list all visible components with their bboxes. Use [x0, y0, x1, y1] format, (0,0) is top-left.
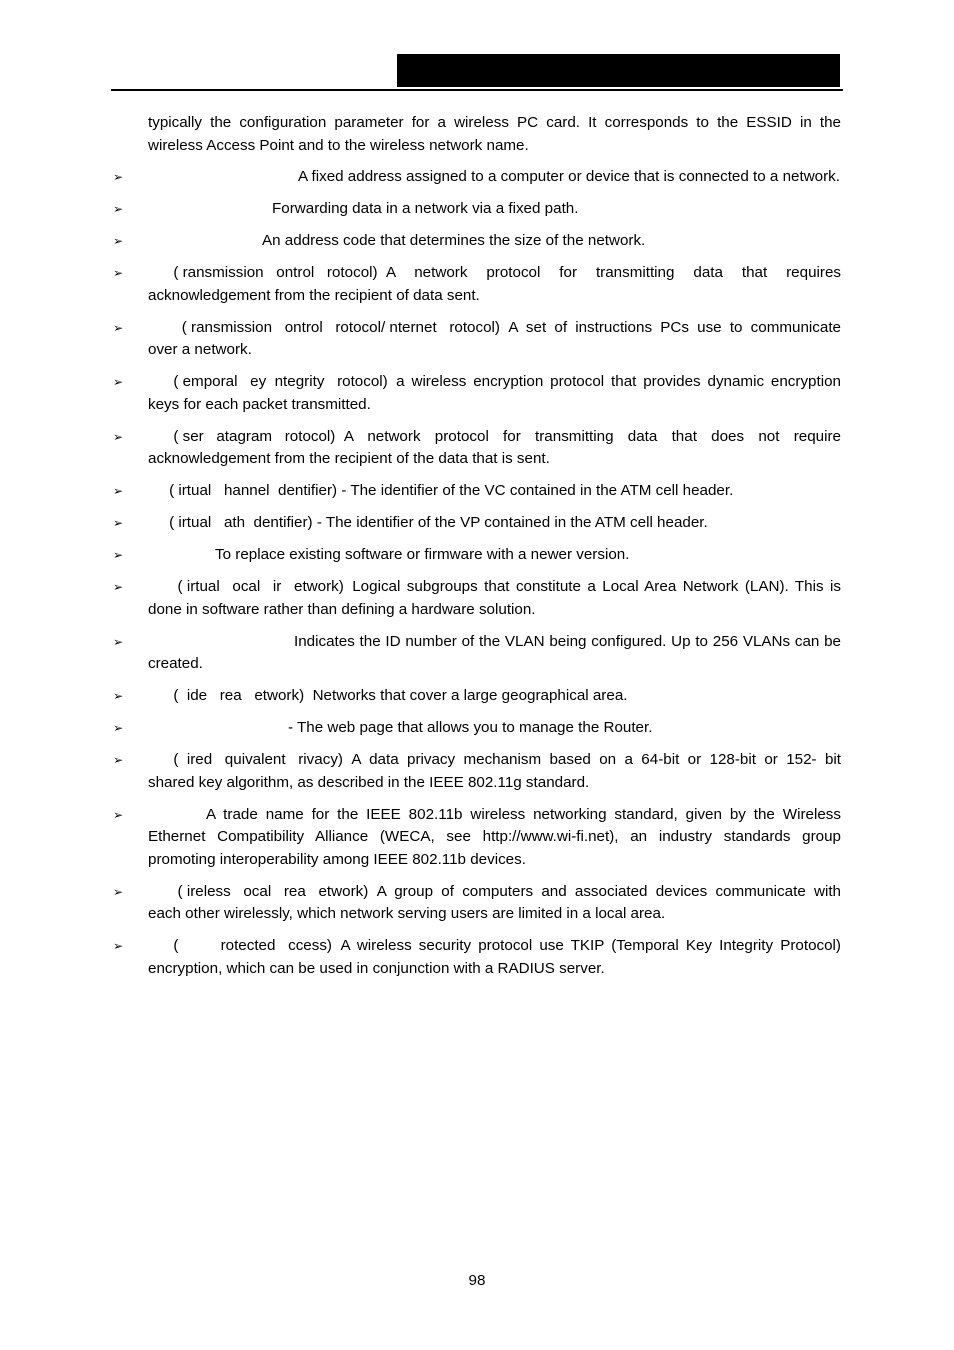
- glossary-definition: To replace existing software or firmware with a newer version.: [215, 546, 630, 563]
- glossary-term: ( ireless ocal rea etwork): [148, 882, 377, 900]
- glossary-term: ( emporal ey ntegrity rotocol): [148, 373, 397, 390]
- glossary-definition: Networks that cover a large geographical area.: [312, 687, 628, 704]
- arrow-bullet-icon: ➢: [113, 807, 124, 822]
- glossary-entry: [113, 717, 841, 740]
- arrow-bullet-icon: ➢: [113, 580, 124, 594]
- arrow-bullet-icon: ➢: [113, 548, 124, 562]
- glossary-definition: - The identifier of the VP contained in the ATM cell header.: [316, 514, 708, 531]
- glossary-term: ( ired quivalent rivacy): [148, 751, 352, 768]
- arrow-bullet-icon: ➢: [113, 170, 124, 184]
- arrow-bullet-icon: ➢: [113, 516, 124, 530]
- header-title-bar: [397, 54, 840, 87]
- arrow-bullet-icon: ➢: [113, 753, 124, 767]
- header-rule: [111, 89, 843, 91]
- glossary-entry: [113, 935, 841, 980]
- glossary-term: ( ransmission ontrol rotocol/ nternet rotocol): [148, 318, 509, 336]
- glossary-entry: [113, 685, 841, 708]
- arrow-bullet-icon: ➢: [113, 375, 124, 389]
- glossary-definition: A set of instructions PCs use to communicate over a network.: [148, 318, 841, 358]
- arrow-bullet-icon: ➢: [113, 266, 124, 280]
- glossary-entry: [113, 371, 841, 416]
- glossary-definition: Forwarding data in a network via a fixed path.: [272, 200, 579, 217]
- glossary-term: ( ide rea etwork): [148, 687, 313, 704]
- glossary-entry: [113, 166, 841, 189]
- glossary-definition: a wireless encryption protocol that provides dynamic encryption keys for each packet transmitted.: [148, 373, 841, 413]
- glossary-entry: [113, 631, 841, 676]
- glossary-entry: [113, 262, 841, 307]
- arrow-bullet-icon: ➢: [113, 234, 124, 248]
- glossary-entry: [113, 749, 841, 794]
- glossary-entry: [113, 198, 841, 221]
- glossary-definition: - The identifier of the VC contained in the ATM cell header.: [341, 482, 734, 499]
- glossary-term: ( irtual ath dentifier): [148, 514, 317, 531]
- intro-paragraph: typically the configuration parameter for a wireless PC card. It corresponds to the ESSID in the wireless Access Point and to the wireless network name.: [148, 114, 841, 154]
- glossary-term: ( irtual hannel dentifier): [148, 482, 342, 499]
- glossary-entry: [113, 544, 841, 567]
- glossary-definition: - The web page that allows you to manage the Router.: [288, 719, 653, 736]
- glossary-term: ( ransmission ontrol rotocol): [148, 264, 387, 281]
- glossary-definition: A network protocol for transmitting data that requires acknowledgement from the recipient of data sent.: [148, 264, 841, 304]
- arrow-bullet-icon: ➢: [113, 689, 124, 703]
- glossary-term: ( ser atagram rotocol): [148, 427, 344, 445]
- glossary-definition: An address code that determines the size of the network.: [262, 232, 646, 249]
- glossary-entry: [113, 317, 841, 362]
- glossary-entry: [113, 881, 841, 926]
- glossary-definition: A data privacy mechanism based on a 64-bit or 128-bit or 152- bit shared key algorithm, as described in the IEEE 802.11g standard.: [148, 751, 841, 791]
- glossary-definition: A group of computers and associated devices communicate with each other wirelessly, which network serving users are limited in a local area.: [148, 882, 841, 922]
- glossary-entry: [113, 576, 841, 621]
- glossary-entry: [113, 230, 841, 253]
- glossary-definition: Indicates the ID number of the VLAN being configured. Up to 256 VLANs can be created.: [148, 632, 841, 672]
- glossary-definition: Logical subgroups that constitute a Local Area Network (LAN). This is done in software rather than defining a hardware solution.: [148, 578, 841, 618]
- glossary-entry: [113, 426, 841, 471]
- glossary-content: [113, 112, 841, 990]
- glossary-entry: [113, 804, 841, 872]
- arrow-bullet-icon: ➢: [113, 634, 124, 649]
- glossary-definition: A network protocol for transmitting data that does not require acknowledgement from the recipient of the data that is sent.: [148, 427, 841, 467]
- glossary-definition: A trade name for the IEEE 802.11b wireless networking standard, given by the Wireless Ethernet Compatibility Alliance (WECA, see http://www.wi-fi.net), an industry standards group promoting interoperability among IEEE 802.11b devices.: [148, 805, 841, 868]
- glossary-definition: A fixed address assigned to a computer or device that is connected to a network.: [298, 168, 840, 185]
- glossary-list: [113, 166, 841, 980]
- page-number: 98: [468, 1272, 486, 1289]
- glossary-entry: [113, 480, 841, 503]
- arrow-bullet-icon: ➢: [113, 484, 124, 498]
- arrow-bullet-icon: ➢: [113, 884, 124, 899]
- arrow-bullet-icon: ➢: [113, 320, 124, 335]
- arrow-bullet-icon: ➢: [113, 939, 124, 953]
- glossary-definition: A wireless security protocol use TKIP (Temporal Key Integrity Protocol) encryption, which can be used in conjunction with a RADIUS server.: [148, 937, 841, 977]
- glossary-entry: [113, 512, 841, 535]
- glossary-term: ( rotected ccess): [148, 937, 341, 954]
- glossary-term: ( irtual ocal ir etwork): [148, 578, 353, 595]
- arrow-bullet-icon: ➢: [113, 429, 124, 444]
- arrow-bullet-icon: ➢: [113, 721, 124, 735]
- arrow-bullet-icon: ➢: [113, 202, 124, 216]
